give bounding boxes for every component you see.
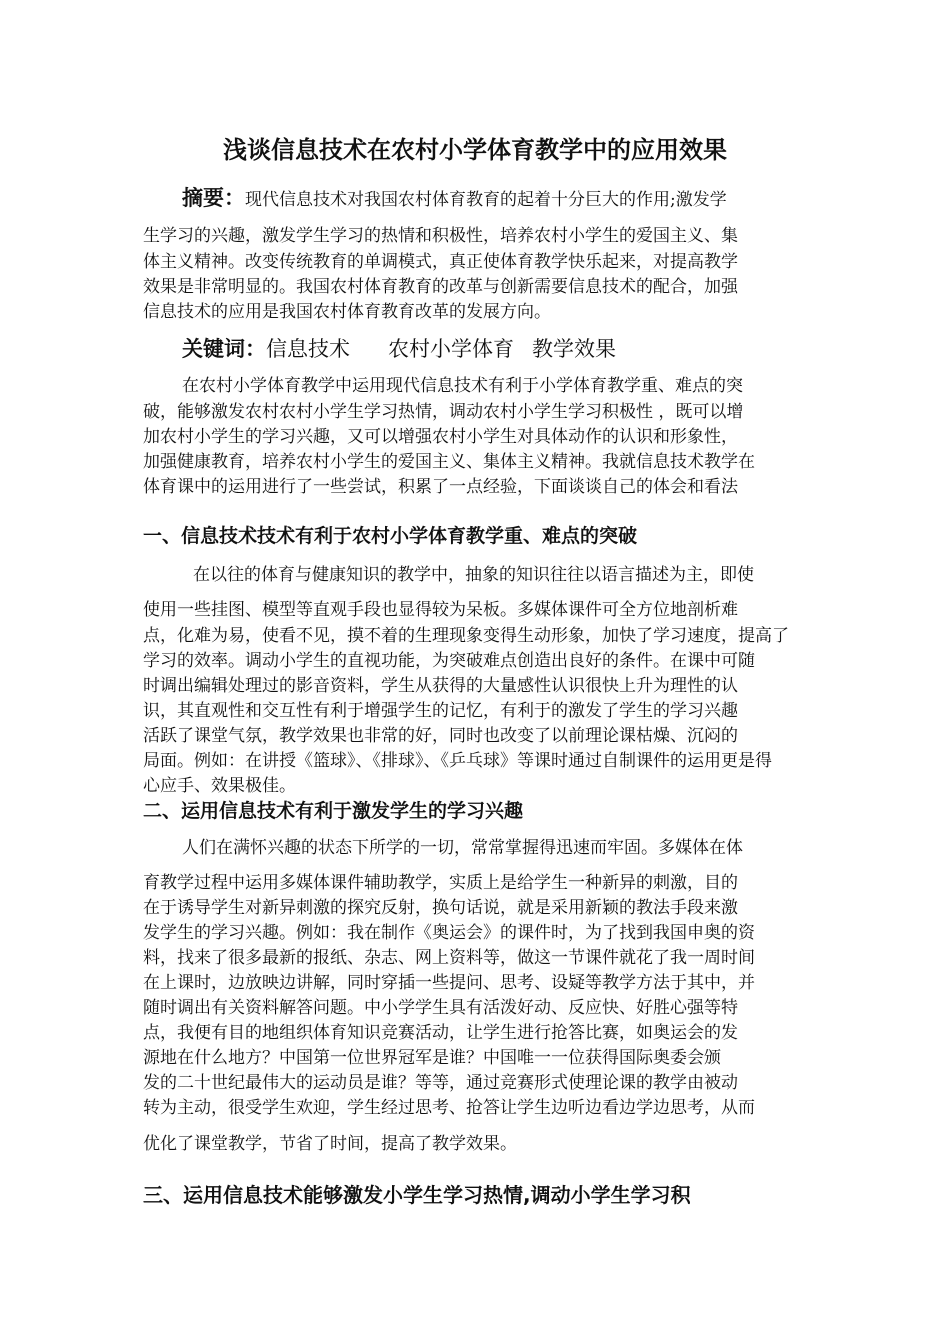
paragraph-line: 育教学过程中运用多媒体课件辅助教学，实质上是给学生一种新异的刺激，目的 — [143, 873, 738, 893]
paragraph-line: 转为主动，很受学生欢迎，学生经过思考、抢答让学生边听边看边学边思考，从而 — [143, 1098, 755, 1118]
abstract-line: 信息技术的应用是我国农村体育教育改革的发展方向。 — [143, 302, 551, 322]
abstract-line: 生学习的兴趣，激发学生学习的热情和积极性，培养农村小学生的爱国主义、集 — [143, 226, 738, 246]
paragraph-line: 点，我便有目的地组织体育知识竞赛活动，让学生进行抢答比赛，如奥运会的发 — [143, 1023, 738, 1043]
abstract-line — [182, 186, 807, 213]
paragraph-line: 破，能够激发农村农村小学生学习热情，调动农村小学生学习积极性 ，既可以增 — [143, 402, 744, 422]
paragraph-line: 随时调出有关资料解答问题。中小学学生具有活泼好动、反应快、好胜心强等特 — [143, 998, 738, 1018]
abstract-text: 现代信息技术对我国农村体育教育的起着十分巨大的作用;激发学 — [245, 190, 727, 210]
paragraph-line: 使用一些挂图、模型等直观手段也显得较为呆板。多媒体课件可全方位地剖析难 — [143, 600, 738, 620]
abstract-label: 摘要： — [182, 186, 245, 210]
paragraph-line: 识，其直观性和交互性有利于增强学生的记忆，有利于的激发了学生的学习兴趣 — [143, 701, 738, 721]
paragraph-line: 源地在什么地方？中国第一位世界冠军是谁？中国唯一一位获得国际奥委会颁 — [143, 1048, 721, 1068]
paragraph-line: 在农村小学体育教学中运用现代信息技术有利于小学体育教学重、难点的突 — [182, 376, 743, 396]
paragraph-line: 在上课时，边放映边讲解，同时穿插一些提问、思考、设疑等教学方法于其中，并 — [143, 973, 755, 993]
paragraph-line: 人们在满怀兴趣的状态下所学的一切，常常掌握得迅速而牢固。多媒体在体 — [182, 838, 743, 858]
keyword: 农村小学体育 — [388, 337, 514, 361]
paragraph-line: 加强健康教育，培养农村小学生的爱国主义、集体主义精神。我就信息技术教学在 — [143, 452, 755, 472]
section-heading: 二、运用信息技术有利于激发学生的学习兴趣 — [143, 800, 524, 822]
paragraph-line: 时调出编辑处理过的影音资料，学生从获得的大量感性认识很快上升为理性的认 — [143, 676, 738, 696]
paragraph-line: 体育课中的运用进行了一些尝试，积累了一点经验，下面谈谈自己的体会和看法 — [143, 477, 738, 497]
paragraph-line: 局面。例如：在讲授《篮球》、《排球》、《乒乓球》等课时通过自制课件的运用更是得 — [143, 751, 772, 771]
paragraph-line: 在于诱导学生对新异刺激的探究反射，换句话说，就是采用新颖的教法手段来激 — [143, 898, 738, 918]
abstract-line: 体主义精神。改变传统教育的单调模式，真正使体育教学快乐起来，对提高教学 — [143, 252, 738, 272]
paragraph-line: 在以往的体育与健康知识的教学中，抽象的知识往往以语言描述为主，即使 — [193, 565, 754, 585]
paragraph-line: 活跃了课堂气氛，教学效果也非常的好，同时也改变了以前理论课枯燥、沉闷的 — [143, 726, 738, 746]
keyword: 信息技术 — [266, 337, 350, 361]
paragraph-line: 加农村小学生的学习兴趣，又可以增强农村小学生对具体动作的认识和形象性， — [143, 427, 738, 447]
keywords — [182, 334, 616, 364]
section-heading: 一、信息技术技术有利于农村小学体育教学重、难点的突破 — [143, 525, 638, 547]
paragraph-line: 发的二十世纪最伟大的运动员是谁？等等，通过竞赛形式使理论课的教学由被动 — [143, 1073, 738, 1093]
abstract-line: 效果是非常明显的。我国农村体育教育的改革与创新需要信息技术的配合，加强 — [143, 277, 738, 297]
keywords-label: 关键词： — [182, 337, 266, 361]
paragraph-line: 发学生的学习兴趣。例如：我在制作《奥运会》的课件时，为了找到我国申奥的资 — [143, 923, 755, 943]
paragraph-line: 点，化难为易，使看不见，摸不着的生理现象变得生动形象，加快了学习速度，提高了 — [143, 626, 789, 646]
keyword: 教学效果 — [532, 337, 616, 361]
paragraph-line: 优化了课堂教学，节省了时间，提高了教学效果。 — [143, 1134, 517, 1154]
section-heading: 三、运用信息技术能够激发小学生学习热情,调动小学生学习积 — [143, 1183, 691, 1207]
paragraph-line: 料，找来了很多最新的报纸、杂志、网上资料等，做这一节课件就花了我一周时间 — [143, 948, 755, 968]
document-title: 浅谈信息技术在农村小学体育教学中的应用效果 — [223, 136, 727, 164]
paragraph-line: 学习的效率。调动小学生的直视功能，为突破难点创造出良好的条件。在课中可随 — [143, 651, 755, 671]
paragraph-line: 心应手、效果极佳。 — [143, 776, 296, 796]
